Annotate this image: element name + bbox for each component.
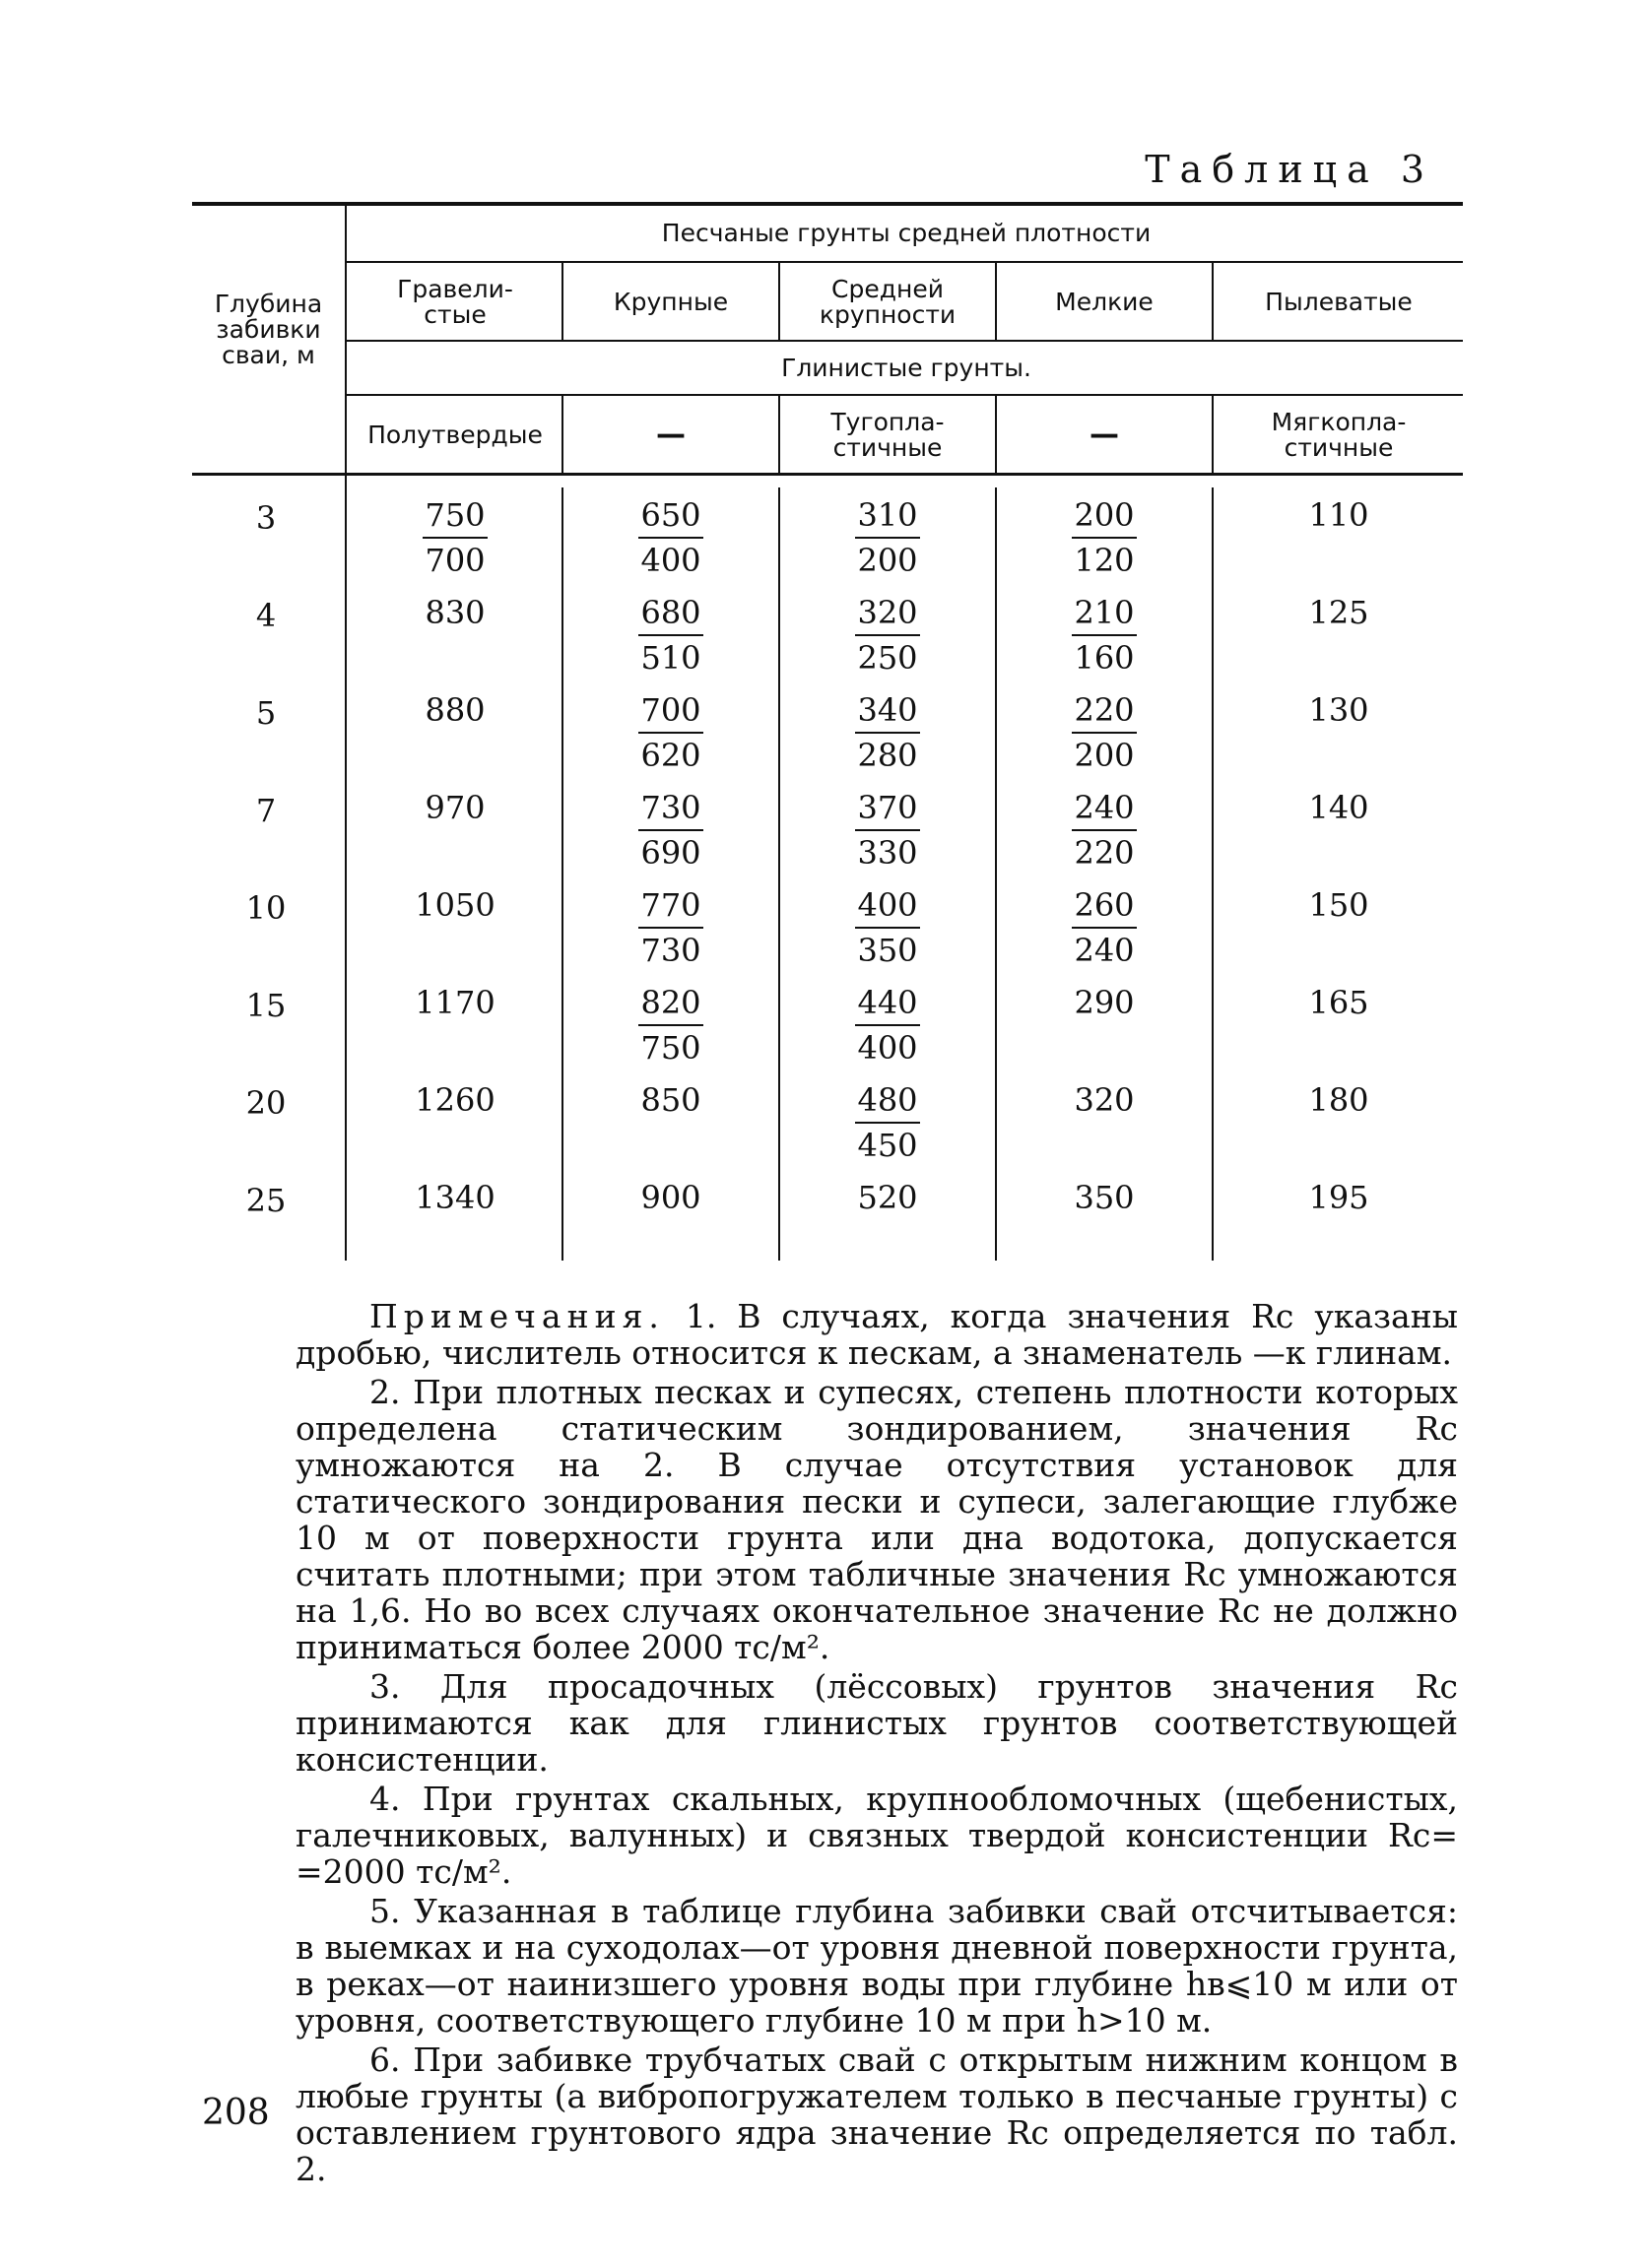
vrule-h4b — [1212, 394, 1214, 473]
depth-cell: 4 — [255, 597, 277, 634]
fraction — [638, 691, 702, 774]
fraction-numerator: 310 — [855, 499, 919, 539]
fraction-numerator: 700 — [638, 694, 702, 734]
value-cell — [999, 886, 1210, 969]
fraction-denominator: 400 — [640, 542, 701, 579]
value-cell: 150 — [1308, 886, 1369, 924]
fraction — [1072, 594, 1136, 677]
fraction — [855, 886, 919, 969]
sand-group-header: Песчаные грунты средней плотности — [661, 219, 1152, 248]
fraction — [423, 496, 487, 579]
fraction-numerator: 480 — [855, 1084, 919, 1124]
fraction — [855, 496, 919, 579]
fraction-denominator: 330 — [857, 834, 918, 872]
fraction-numerator: 730 — [638, 792, 702, 831]
clay-col-1: Полутвердые — [367, 420, 543, 449]
fraction — [638, 984, 702, 1067]
fraction — [855, 691, 919, 774]
value-cell: 320 — [1074, 1081, 1135, 1119]
value-cell — [782, 984, 993, 1067]
value-cell — [782, 594, 993, 677]
value-cell — [782, 1081, 993, 1164]
rule-clay-group — [345, 394, 1463, 396]
value-cell: 125 — [1308, 594, 1369, 631]
fraction-numerator: 440 — [855, 987, 919, 1026]
depth-cell: 10 — [245, 889, 287, 927]
value-cell — [565, 496, 776, 579]
fraction-numerator: 680 — [638, 597, 702, 636]
fraction-denominator: 200 — [1074, 737, 1135, 774]
fraction-denominator: 700 — [425, 542, 486, 579]
note-2: 2. При плотных песках и супесях, степень плотности которых определена статическим зондированием, значения Rс умножаются на 2. В случае отсутствия установок для статического зондирования пески и супеси, залегающие глубже 10 м от поверхности грунта или дна водотока, допускается считать плотными; при этом табличные значения Rс умножаются на 1,6. Но во всех случаях окончательное значение Rс не должно приниматься более 2000 тс/м². — [296, 1373, 1458, 1666]
fraction-numerator: 770 — [638, 889, 702, 929]
value-cell — [999, 496, 1210, 579]
depth-cell: 25 — [245, 1182, 287, 1219]
fraction-denominator: 250 — [857, 639, 918, 677]
note-1-text: 1. В случаях, когда значения Rс указаны дробью, числитель относится к пескам, а знаменатель —к глинам. — [296, 1297, 1458, 1372]
vrule-h4a — [1212, 261, 1214, 340]
fraction-numerator: 400 — [855, 889, 919, 929]
fraction — [638, 594, 702, 677]
value-cell: 130 — [1308, 691, 1369, 729]
vrule-h3b — [995, 394, 997, 473]
note-5: 5. Указанная в таблице глубина забивки свай отсчитывается: в выемках и на суходолах—от уровня дневной поверхности грунта, в реках—от наинизшего уровня воды при глубине hв⩽10 м или от уровня, соответствующего глубине 10 м при h>10 м. — [296, 1892, 1458, 2040]
vrule-h1b — [561, 394, 563, 473]
value-cell — [565, 984, 776, 1067]
fraction — [1072, 886, 1136, 969]
value-cell: 140 — [1308, 789, 1369, 826]
fraction — [855, 594, 919, 677]
vrule-h2b — [778, 394, 780, 473]
value-cell — [999, 789, 1210, 872]
fraction-numerator: 650 — [638, 499, 702, 539]
table-header-bottom-rule — [192, 473, 1463, 476]
fraction-denominator: 450 — [857, 1127, 918, 1164]
note-4: 4. При грунтах скальных, крупнообломочных (щебенистых, галечниковых, валунных) и связных твердой консистенции Rс= =2000 тс/м². — [296, 1780, 1458, 1891]
value-cell: 850 — [640, 1081, 701, 1119]
clay-col-5: Мягкопла- стичные — [1271, 407, 1407, 462]
fraction-numerator: 320 — [855, 597, 919, 636]
fraction-numerator: 200 — [1072, 499, 1136, 539]
value-cell: 830 — [425, 594, 486, 631]
fraction-numerator: 210 — [1072, 597, 1136, 636]
fraction-denominator: 510 — [640, 639, 701, 677]
value-cell — [999, 594, 1210, 677]
fraction — [855, 984, 919, 1067]
fraction-denominator: 160 — [1074, 639, 1135, 677]
value-cell: 1050 — [415, 886, 495, 924]
fraction-denominator: 400 — [857, 1029, 918, 1067]
value-cell: 290 — [1074, 984, 1135, 1021]
value-cell — [565, 886, 776, 969]
sand-col-2: Крупные — [613, 287, 729, 316]
clay-col-4: — — [1090, 418, 1119, 453]
value-cell — [782, 496, 993, 579]
fraction-denominator: 220 — [1074, 834, 1135, 872]
depth-cell: 7 — [255, 792, 277, 829]
vrule-h2a — [778, 261, 780, 340]
value-cell: 1170 — [415, 984, 495, 1021]
clay-group-header: Глинистые грунты. — [781, 353, 1031, 382]
fraction — [1072, 496, 1136, 579]
sand-col-1: Гравели- стые — [397, 274, 513, 329]
note-3: 3. Для просадочных (лёссовых) грунтов значения Rс принимаются как для глинистых грунтов соответствующей консистенции. — [296, 1667, 1458, 1779]
value-cell — [565, 789, 776, 872]
vrule-b3 — [995, 487, 997, 1261]
fraction — [1072, 691, 1136, 774]
fraction-numerator: 820 — [638, 987, 702, 1026]
vrule-b1 — [561, 487, 563, 1261]
depth-header: Глубина забивки сваи, м — [214, 289, 323, 370]
value-cell: 970 — [425, 789, 486, 826]
vrule-depth — [345, 202, 347, 1261]
fraction — [1072, 789, 1136, 872]
fraction-denominator: 280 — [857, 737, 918, 774]
rule-sand-group — [345, 261, 1463, 263]
fraction-denominator: 620 — [640, 737, 701, 774]
depth-cell: 20 — [245, 1084, 287, 1122]
notes-label: Примечания. — [369, 1297, 665, 1335]
fraction-numerator: 340 — [855, 694, 919, 734]
value-cell — [350, 496, 561, 579]
fraction — [638, 789, 702, 872]
fraction — [638, 886, 702, 969]
notes-section — [296, 1298, 1458, 2190]
fraction-denominator: 120 — [1074, 542, 1135, 579]
vrule-b4 — [1212, 487, 1214, 1261]
fraction — [855, 1081, 919, 1164]
fraction-numerator: 260 — [1072, 889, 1136, 929]
fraction — [855, 789, 919, 872]
fraction-denominator: 350 — [857, 932, 918, 969]
rule-sand-cols — [345, 340, 1463, 342]
clay-col-2: — — [656, 418, 686, 453]
value-cell — [999, 691, 1210, 774]
value-cell — [782, 691, 993, 774]
fraction-denominator: 200 — [857, 542, 918, 579]
vrule-h1a — [561, 261, 563, 340]
fraction-denominator: 240 — [1074, 932, 1135, 969]
value-cell: 110 — [1308, 496, 1369, 534]
value-cell: 195 — [1308, 1179, 1369, 1216]
value-cell: 350 — [1074, 1179, 1135, 1216]
fraction-numerator: 220 — [1072, 694, 1136, 734]
value-cell: 880 — [425, 691, 486, 729]
value-cell: 900 — [640, 1179, 701, 1216]
depth-cell: 5 — [255, 694, 277, 732]
sand-col-3: Средней крупности — [819, 274, 957, 329]
table-top-rule — [192, 202, 1463, 206]
bearing-capacity-table — [192, 202, 1463, 1261]
fraction-numerator: 370 — [855, 792, 919, 831]
value-cell: 180 — [1308, 1081, 1369, 1119]
value-cell — [782, 886, 993, 969]
sand-col-4: Мелкие — [1055, 287, 1154, 316]
fraction-denominator: 730 — [640, 932, 701, 969]
table-label: Таблица 3 — [1145, 148, 1434, 191]
fraction-numerator: 240 — [1072, 792, 1136, 831]
value-cell: 165 — [1308, 984, 1369, 1021]
value-cell — [565, 594, 776, 677]
fraction-numerator: 750 — [423, 499, 487, 539]
vrule-h3a — [995, 261, 997, 340]
fraction — [638, 496, 702, 579]
sand-col-5: Пылеватые — [1265, 287, 1413, 316]
value-cell — [782, 789, 993, 872]
note-6: 6. При забивке трубчатых свай с открытым нижним концом в любые грунты (а вибропогружателем только в песчаные грунты) с оставлением грунтового ядра значение Rс определяется по табл. 2. — [296, 2041, 1458, 2188]
vrule-b2 — [778, 487, 780, 1261]
value-cell: 1260 — [415, 1081, 495, 1119]
value-cell: 520 — [857, 1179, 918, 1216]
clay-col-3: Тугопла- стичные — [830, 407, 945, 462]
note-1 — [296, 1298, 1458, 1371]
depth-cell: 3 — [255, 499, 277, 537]
value-cell — [565, 691, 776, 774]
value-cell: 1340 — [415, 1179, 495, 1216]
fraction-denominator: 690 — [640, 834, 701, 872]
fraction-denominator: 750 — [640, 1029, 701, 1067]
page-number: 208 — [202, 2093, 270, 2133]
depth-cell: 15 — [245, 987, 287, 1024]
